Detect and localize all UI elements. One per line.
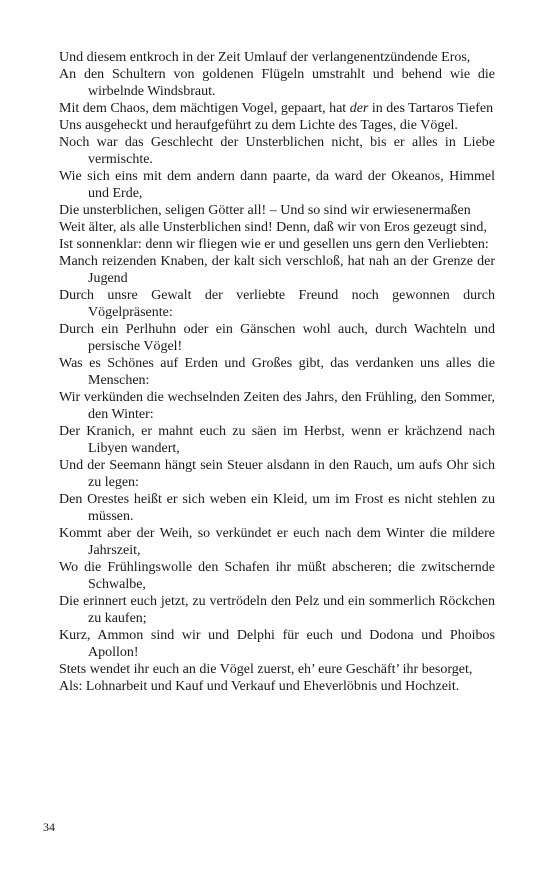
verse-line: Durch ein Perlhuhn oder ein Gänschen wohl auch, durch Wachteln und persische Vögel! <box>59 322 495 354</box>
verse-line: Noch war das Geschlecht der Unsterblichen nicht, bis er alles in Liebe vermischte. <box>59 135 495 167</box>
verse-line: Kommt aber der Weih, so verkündet er euch nach dem Winter die mildere Jahrszeit, <box>59 526 495 558</box>
verse-line: Und der Seemann hängt sein Steuer alsdann in den Rauch, um aufs Ohr sich zu legen: <box>59 458 495 490</box>
verse-line: Uns ausgeheckt und heraufgeführt zu dem Lichte des Tages, die Vögel. <box>59 118 458 133</box>
verse-line: Wie sich eins mit dem andern dann paarte, da ward der Okeanos, Himmel und Erde, <box>59 169 495 201</box>
verse-line: An den Schultern von goldenen Flügeln umstrahlt und behend wie die wirbelnde Windsbraut. <box>59 67 495 99</box>
page-number: 34 <box>43 820 55 834</box>
verse-line: Stets wendet ihr euch an die Vögel zuerst, eh’ eure Geschäft’ ihr besorget, <box>59 662 473 677</box>
emphasized-word: der <box>349 101 369 116</box>
verse-line: Der Kranich, er mahnt euch zu säen im Herbst, wenn er krächzend nach Libyen wandert, <box>59 424 495 456</box>
verse-line: Die unsterblichen, seligen Götter all! – Und so sind wir erwiesenermaßen <box>59 203 471 218</box>
verse-line <box>59 100 495 117</box>
verse-line: Kurz, Ammon sind wir und Delphi für euch und Dodona und Phoibos Apollon! <box>59 628 495 660</box>
verse-line: Den Orestes heißt er sich weben ein Kleid, um im Frost es nicht stehlen zu müssen. <box>59 492 495 524</box>
verse-line: Wir verkünden die wechselnden Zeiten des Jahrs, den Frühling, den Sommer, den Winter: <box>59 390 495 422</box>
verse-line: Wo die Frühlingswolle den Schafen ihr müßt abscheren; die zwitschernde Schwalbe, <box>59 560 495 592</box>
verse-line: Die erinnert euch jetzt, zu vertrödeln den Pelz und ein sommerlich Röckchen zu kaufen; <box>59 594 495 626</box>
verse-line: Und diesem entkroch in der Zeit Umlauf der verlangenentzündende Eros, <box>59 50 471 65</box>
verse-line: Durch unsre Gewalt der verliebte Freund noch gewonnen durch Vögelpräsente: <box>59 288 495 320</box>
verse-line: Was es Schönes auf Erden und Großes gibt, das verdanken uns alles die Menschen: <box>59 356 495 388</box>
verse-line: Als: Lohnarbeit und Kauf und Verkauf und Eheverlöbnis und Hochzeit. <box>59 679 460 694</box>
verse-text: Mit dem Chaos, dem mächtigen Vogel, gepaart, hat <box>59 101 350 116</box>
verse-line: Ist sonnenklar: denn wir fliegen wie er und gesellen uns gern den Verliebten: <box>59 237 489 252</box>
verse-block <box>59 49 495 695</box>
verse-text: in des Tartaros Tiefen <box>368 101 494 116</box>
verse-line: Weit älter, als alle Unsterblichen sind! Denn, daß wir von Eros gezeugt sind, <box>59 220 487 235</box>
verse-line: Manch reizenden Knaben, der kalt sich verschloß, hat nah an der Grenze der Jugend <box>59 254 495 286</box>
